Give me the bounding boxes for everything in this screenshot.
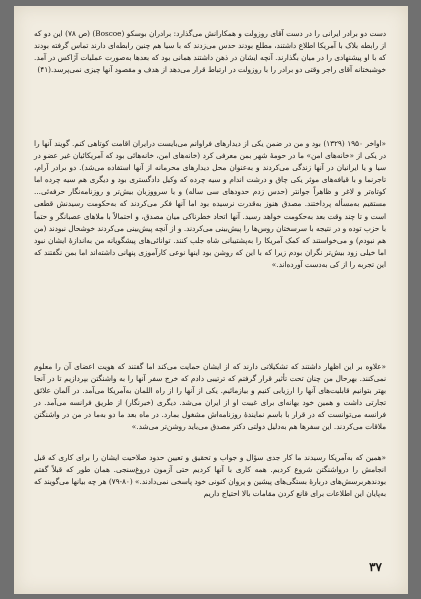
paragraph-3 <box>34 361 386 434</box>
paragraph-text: «اواخر ۱۹۵۰ (۱۳۲۹) بود و من در ضمن یکی از دیدارهای فراوانم می‌بایست درایران اقامت کوتاهی کنم. گویند آنها را در یکی از «خانه‌های امن» ما در حومهٔ شهر بمن معرفی کرد (خانه‌های امن، خانه‌هائی بود که آمریکائیان غیر عضو در سیا و یا ایرانیان در آنها زندگی می‌کردند و به‌عنوان محل دیدارهای محرمانه از آنها استفاده می‌شد). دو برادر آرام، تاجرنما و با قیافه‌های موثر یکی چاق و درشت اندام و سیه چرده که وکیل دادگستری بود و دیگری هم سیه چرده اما کوتاه‌تر و لاغر و ظاهراً جوانتر (حدس زدم حدودهای سی ساله) و با سرووزبان بیش‌تر و روزنامه‌نگار حرفه‌ئی... مستقیم به‌مسأله پرداختند. مصدق هنوز به‌قدرت نرسیده بود اما آنها فکر می‌کردند که به‌حکومت رسیدنش قطعی است و تا چند وقت بعد به‌حکومت خواهد رسید. آنها اتحاد خطرناکی میان مصدق، و احتمالاً با ملاهای عصبانگر و حتماً با حزب توده و در نتیجه با سرسختان روس‌ها را پیش‌بینی می‌کردند. و از آنچه پیش‌بینی می‌کردند خوشحال نبودند (من هم نبودم) و می‌خواستند که کمک آمریکا را به‌پشتیبانی شاه جلب کنند. توانائی‌های پیشگویانه من به‌اندازهٔ ایشان نبود اما خیلی زود بیش‌تر نگران بودم زیرا که با این که روشن بود اینها نوعی کارآموزی پنهانی داشته‌اند اما بمن نگفتند که این تجربه را از کی به‌دست آورده‌اند.» <box>34 139 386 269</box>
page-number: ۳۷ <box>369 560 382 574</box>
paragraph-text: «همین که به‌آمریکا رسیدند ما کار جدی سؤال و جواب و تحقیق و تعیین حدود صلاحیت ایشان را برای کاری که قبل انجامش را درواشنگتن شروع کردیم. همه کاری با آنها کردیم حتی آزمون دروغ‌سنجی. همان طور که قبلاً گفتم بودند‌هربرسش‌های دربارهٔ بستگی‌های پیشین و پروان کنونی خود پاسخی نمی‌دادند.» (۸۰-۷۹) هر چه بیانها می‌گویند که به‌پایان این اطلاعات برای قانع کردن مقامات بالا احتیاج داریم <box>34 453 386 499</box>
paragraph-2 <box>34 138 386 271</box>
paragraph-text: دست دو برادر ایرانی را در دست آقای روزولت و همکارانش می‌گذارد: برادران بوسکو (Boscoe) (ص ۷۸) این دو که از رابطه بلاک با آمریکا اطلاع داشتند، مطلع بودند حدس می‌زدند که با سیا هم چنین رابطه‌ای دارند تماس گرفته بودند که با او پیشنهادی را در میان بگذارند. آنچه ایشان در ذهن داشتند همانی بود که بعدها به‌صورت عملیات آژاکس در آمد. خوشبختانه آقای راجر وقتی دو برادر را با روزولت در ارتباط قرار می‌دهد از هدف و مقصود آنها چیزی نمی‌پرسد.(۴۱) <box>34 29 386 75</box>
paragraph-4 <box>34 452 386 500</box>
paragraph-1 <box>34 28 386 76</box>
paragraph-text: «علاوه بر این اظهار داشتند که تشکیلاتی دارند که از ایشان حمایت می‌کند اما گفتند که هویت اعضای آن را معلوم نمی‌کنند. بهرحال من چنان تحت تأثیر قرار گرفتم که ترتیبی دادم که خرج سفر آنها را به واشنگتن بپردازیم تا در آنجا بهتر بتوانیم قابلیت‌های آنها را ارزیابی کنیم و بیازمائیم. یکی از آنها را از راه اللمان به‌آمریکا می‌آمد. در آلمان علائق تجارتی داشت و همین خود بهانه‌ای برای غیبت او از ایران می‌شد. دیگری (خبرنگار) از طریق فرانسه می‌آمد. در فرانسه می‌توانست که در قرار با باسم نمایندهٔ روزنامه‌اش مشغول بمارد. در ماه بعد ما دو به‌ما در من در واشنگتن ملاقات می‌کردند. این سفرها هم به‌دلیل دولتی دکتر مصدق می‌باید روشن‌تر می‌شد.» <box>34 362 386 432</box>
document-page <box>14 6 408 594</box>
